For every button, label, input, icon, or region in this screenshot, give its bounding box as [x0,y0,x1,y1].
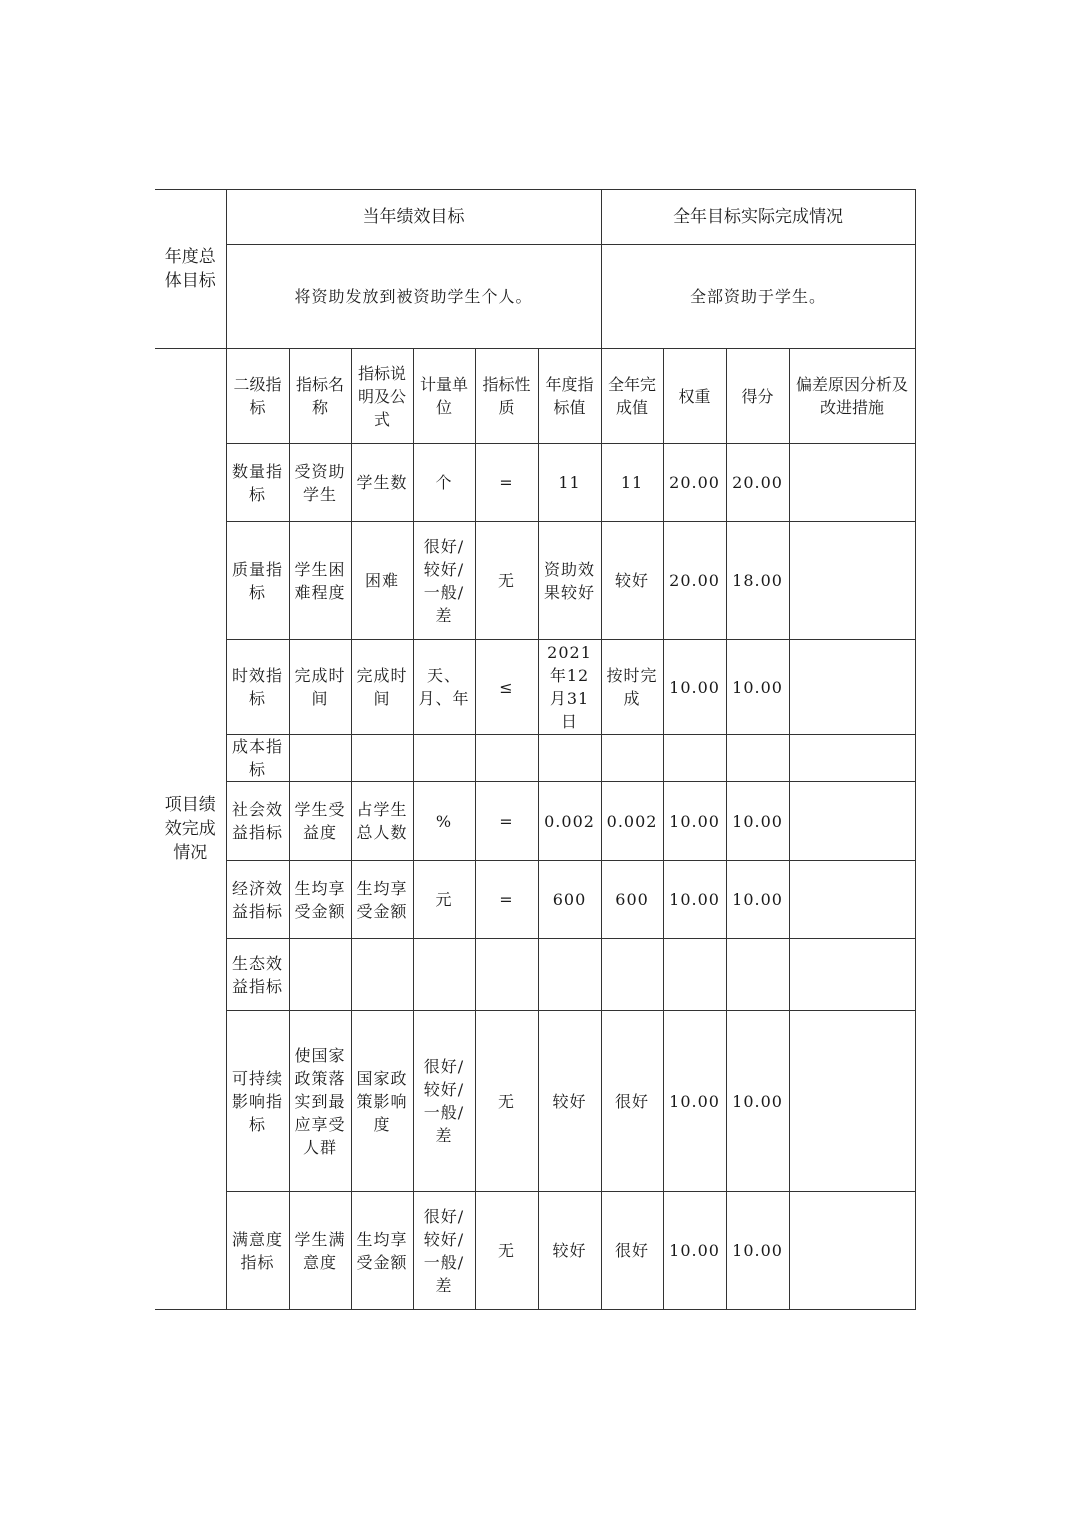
cell-target: 较好 [538,1011,601,1192]
header-deviation-reason: 偏差原因分析及改进措施 [789,349,915,444]
cell-target [538,939,601,1011]
table-row [155,444,915,522]
cell-score: 20.00 [726,444,789,522]
cell-weight [663,735,726,782]
cell-nature: = [475,782,538,861]
cell-target: 0.002 [538,782,601,861]
cell-unit: 很好/较好/一般/差 [413,1011,475,1192]
cell-target: 资助效果较好 [538,522,601,640]
cell-target: 2021年12月31日 [538,640,601,735]
cell-desc: 学生数 [351,444,413,522]
cell-desc: 生均享受金额 [351,1192,413,1310]
annual-goal-label: 年度总体目标 [155,190,226,349]
cell-name [289,735,351,782]
cell-name: 生均享受金额 [289,861,351,939]
header-full-year-actual: 全年完成值 [601,349,663,444]
table-row [155,1192,915,1310]
header-indicator-desc: 指标说明及公式 [351,349,413,444]
cell-level2: 满意度指标 [226,1192,289,1310]
cell-reason [789,522,915,640]
cell-score: 10.00 [726,640,789,735]
cell-score: 10.00 [726,1011,789,1192]
cell-name: 使国家政策落实到最应享受人群 [289,1011,351,1192]
cell-weight: 10.00 [663,861,726,939]
cell-name: 学生困难程度 [289,522,351,640]
cell-score: 10.00 [726,861,789,939]
cell-name: 学生受益度 [289,782,351,861]
cell-desc: 完成时间 [351,640,413,735]
cell-weight: 10.00 [663,1192,726,1310]
cell-actual [601,939,663,1011]
cell-level2: 数量指标 [226,444,289,522]
cell-weight: 10.00 [663,640,726,735]
table-row [155,640,915,735]
cell-actual: 600 [601,861,663,939]
cell-nature: = [475,861,538,939]
cell-actual: 很好 [601,1192,663,1310]
cell-actual [601,735,663,782]
cell-level2: 生态效益指标 [226,939,289,1011]
cell-target: 11 [538,444,601,522]
cell-name: 完成时间 [289,640,351,735]
performance-table [155,189,916,1310]
cell-level2: 质量指标 [226,522,289,640]
cell-nature: 无 [475,522,538,640]
cell-nature: = [475,444,538,522]
cell-weight: 20.00 [663,444,726,522]
cell-nature: 无 [475,1011,538,1192]
cell-nature: 无 [475,1192,538,1310]
cell-unit: 元 [413,861,475,939]
performance-report-page [155,189,916,1310]
table-row [155,861,915,939]
header-nature: 指标性质 [475,349,538,444]
cell-score: 18.00 [726,522,789,640]
header-level2-indicator: 二级指标 [226,349,289,444]
cell-weight: 10.00 [663,782,726,861]
table-row [155,939,915,1011]
cell-reason [789,735,915,782]
current-year-goal-header: 当年绩效目标 [226,190,601,245]
cell-target [538,735,601,782]
cell-weight: 20.00 [663,522,726,640]
cell-unit: 个 [413,444,475,522]
cell-name: 学生满意度 [289,1192,351,1310]
header-annual-target: 年度指标值 [538,349,601,444]
cell-reason [789,1192,915,1310]
cell-actual: 11 [601,444,663,522]
table-row [155,522,915,640]
cell-nature [475,735,538,782]
cell-level2: 成本指标 [226,735,289,782]
table-row [155,782,915,861]
performance-label: 项目绩效完成情况 [155,349,226,1310]
cell-desc: 占学生总人数 [351,782,413,861]
cell-unit: 天、月、年 [413,640,475,735]
cell-desc [351,939,413,1011]
cell-level2: 社会效益指标 [226,782,289,861]
cell-level2: 经济效益指标 [226,861,289,939]
cell-score: 10.00 [726,782,789,861]
cell-score [726,939,789,1011]
cell-actual: 很好 [601,1011,663,1192]
cell-target: 较好 [538,1192,601,1310]
cell-reason [789,939,915,1011]
cell-unit [413,939,475,1011]
indicator-header-row [155,349,915,444]
cell-reason [789,444,915,522]
header-weight: 权重 [663,349,726,444]
cell-score [726,735,789,782]
cell-actual: 0.002 [601,782,663,861]
cell-desc: 生均享受金额 [351,861,413,939]
table-row [155,735,915,782]
current-year-goal-text: 将资助发放到被资助学生个人。 [226,245,601,349]
header-unit: 计量单位 [413,349,475,444]
cell-unit [413,735,475,782]
cell-name [289,939,351,1011]
cell-actual: 较好 [601,522,663,640]
cell-weight [663,939,726,1011]
full-year-completion-text: 全部资助于学生。 [601,245,915,349]
cell-level2: 时效指标 [226,640,289,735]
cell-desc [351,735,413,782]
cell-target: 600 [538,861,601,939]
cell-desc: 国家政策影响度 [351,1011,413,1192]
header-score: 得分 [726,349,789,444]
cell-unit: % [413,782,475,861]
cell-unit: 很好/较好/一般/差 [413,522,475,640]
cell-actual: 按时完成 [601,640,663,735]
cell-score: 10.00 [726,1192,789,1310]
cell-weight: 10.00 [663,1011,726,1192]
cell-level2: 可持续影响指标 [226,1011,289,1192]
cell-reason [789,782,915,861]
cell-unit: 很好/较好/一般/差 [413,1192,475,1310]
full-year-completion-header: 全年目标实际完成情况 [601,190,915,245]
cell-reason [789,861,915,939]
cell-reason [789,640,915,735]
cell-name: 受资助学生 [289,444,351,522]
cell-reason [789,1011,915,1192]
annual-goal-header-row [155,190,915,245]
cell-nature [475,939,538,1011]
cell-desc: 困难 [351,522,413,640]
header-indicator-name: 指标名称 [289,349,351,444]
table-row [155,1011,915,1192]
annual-goal-text-row [155,245,915,349]
cell-nature: ≤ [475,640,538,735]
